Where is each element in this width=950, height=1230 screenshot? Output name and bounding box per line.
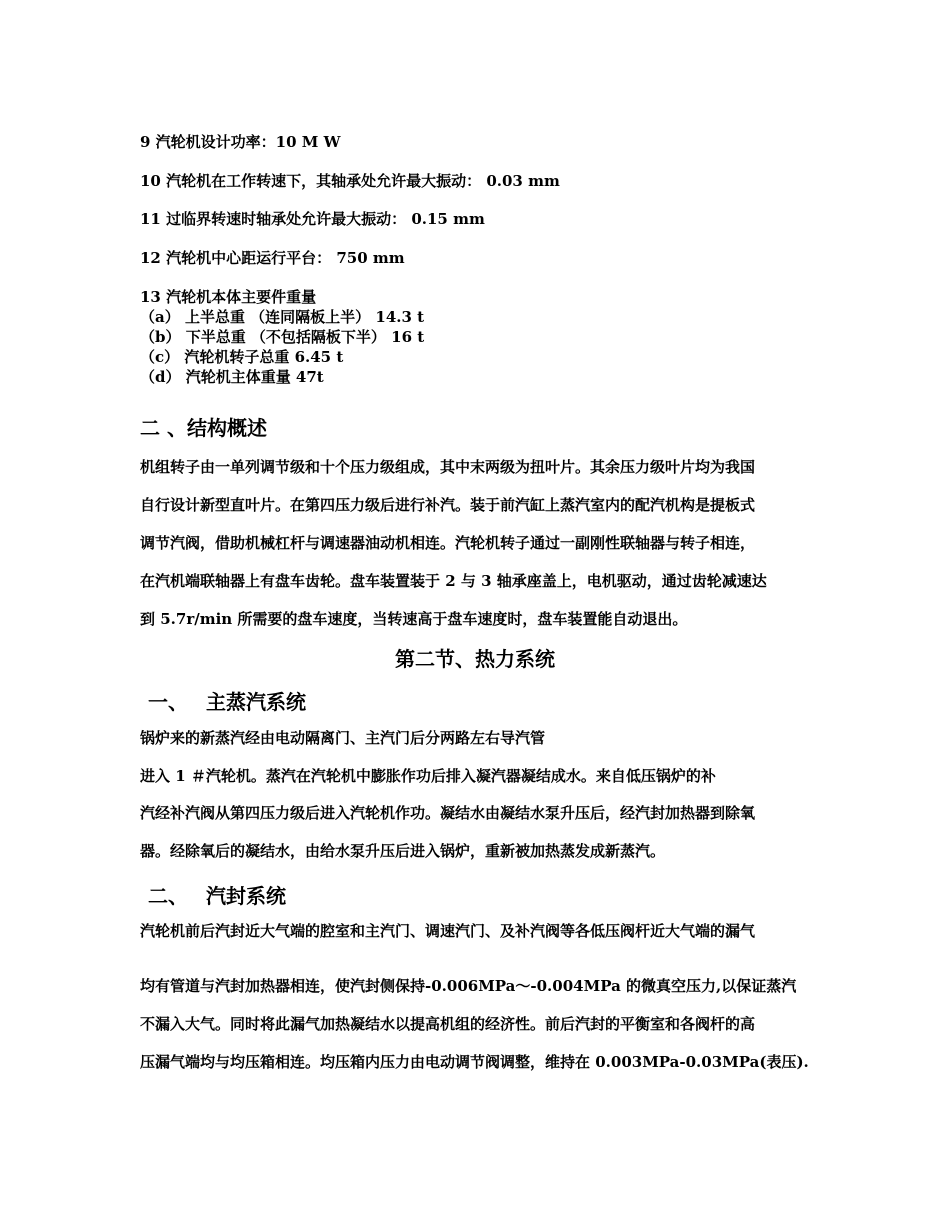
main-steam-line-4: 器。经除氧后的凝结水，由给水泵升压后进入锅炉，重新被加热蒸发成新蒸汽。 [140,842,666,860]
gland-seal-para-1: 汽轮机前后汽封近大气端的腔室和主汽门、调速汽门、及补汽阀等各低压阀杆近大气端的漏气 [140,922,756,940]
paragraph-line: 机组转子由一单列调节级和十个压力级组成，其中末两级为扭叶片。其余压力级叶片均为我国 [140,458,756,476]
paragraph-line: 在汽机端联轴器上有盘车齿轮。盘车装置装于 2 与 3 轴承座盖上，电机驱动，通过齿轮减速达 [140,572,767,590]
main-steam-line-1: 锅炉来的新蒸汽经由电动隔离门、主汽门后分两路左右导汽管 [140,729,546,747]
paragraph-line: 自行设计新型直叶片。在第四压力级后进行补汽。装于前汽缸上蒸汽室内的配汽机构是提板式 [140,496,756,514]
spec-item-13: 13 汽轮机本体主要件重量 [140,288,317,306]
main-steam-line-2: 进入 1 ＃汽轮机。蒸汽在汽轮机中膨胀作功后排入凝汽器凝结成水。来自低压锅炉的补 [140,767,716,785]
spec-item-11: 11 过临界转速时轴承处允许最大振动： 0.15 mm [140,210,485,228]
spec-sub-c: （c） 汽轮机转子总重 6.45 t [140,348,344,366]
gland-seal-para-4: 压漏气端均与均压箱相连。均压箱内压力由电动调节阀调整，维持在 0.003MPa-0.03MPa(表压). [140,1053,809,1071]
structure-paragraph [140,456,812,646]
paragraph-line: 调节汽阀，借助机械杠杆与调速器油动机相连。汽轮机转子通过一副刚性联轴器与转子相连， [140,534,756,552]
main-steam-heading: 主蒸汽系统 [206,690,306,714]
main-steam-heading-number: 一、 [148,690,188,714]
gland-seal-heading: 汽封系统 [206,884,286,908]
gland-seal-line-2: 均有管道与汽封加热器相连，使汽封侧保持-0.006MPa～-0.004MPa 的微真空压力,以保证蒸汽 [140,977,797,995]
main-steam-line-3: 汽经补汽阀从第四压力级后进入汽轮机作功。凝结水由凝结水泵升压后，经汽封加热器到除氧 [140,804,756,822]
structure-heading: 二 、结构概述 [140,416,267,440]
spec-item-10: 10 汽轮机在工作转速下，其轴承处允许最大振动： 0.03 mm [140,172,560,190]
gland-seal-heading-number: 二、 [148,884,188,908]
spec-sub-d: （d） 汽轮机主体重量 47t [140,368,324,386]
spec-item-12: 12 汽轮机中心距运行平台： 750 mm [140,249,405,267]
spec-sub-b: （b） 下半总重 （不包括隔板下半） 16 t [140,328,425,346]
section-title: 第二节、热力系统 [395,647,555,671]
spec-sub-a: （a） 上半总重 （连同隔板上半） 14.3 t [140,308,425,326]
gland-seal-line-3: 不漏入大气。同时将此漏气加热凝结水以提高机组的经济性。前后汽封的平衡室和各阀杆的高 [140,1015,756,1033]
spec-item-9: 9 汽轮机设计功率：10 M W [140,133,341,151]
paragraph-line: 到 5.7r/min 所需要的盘车速度，当转速高于盘车速度时，盘车装置能自动退出。 [140,610,688,628]
